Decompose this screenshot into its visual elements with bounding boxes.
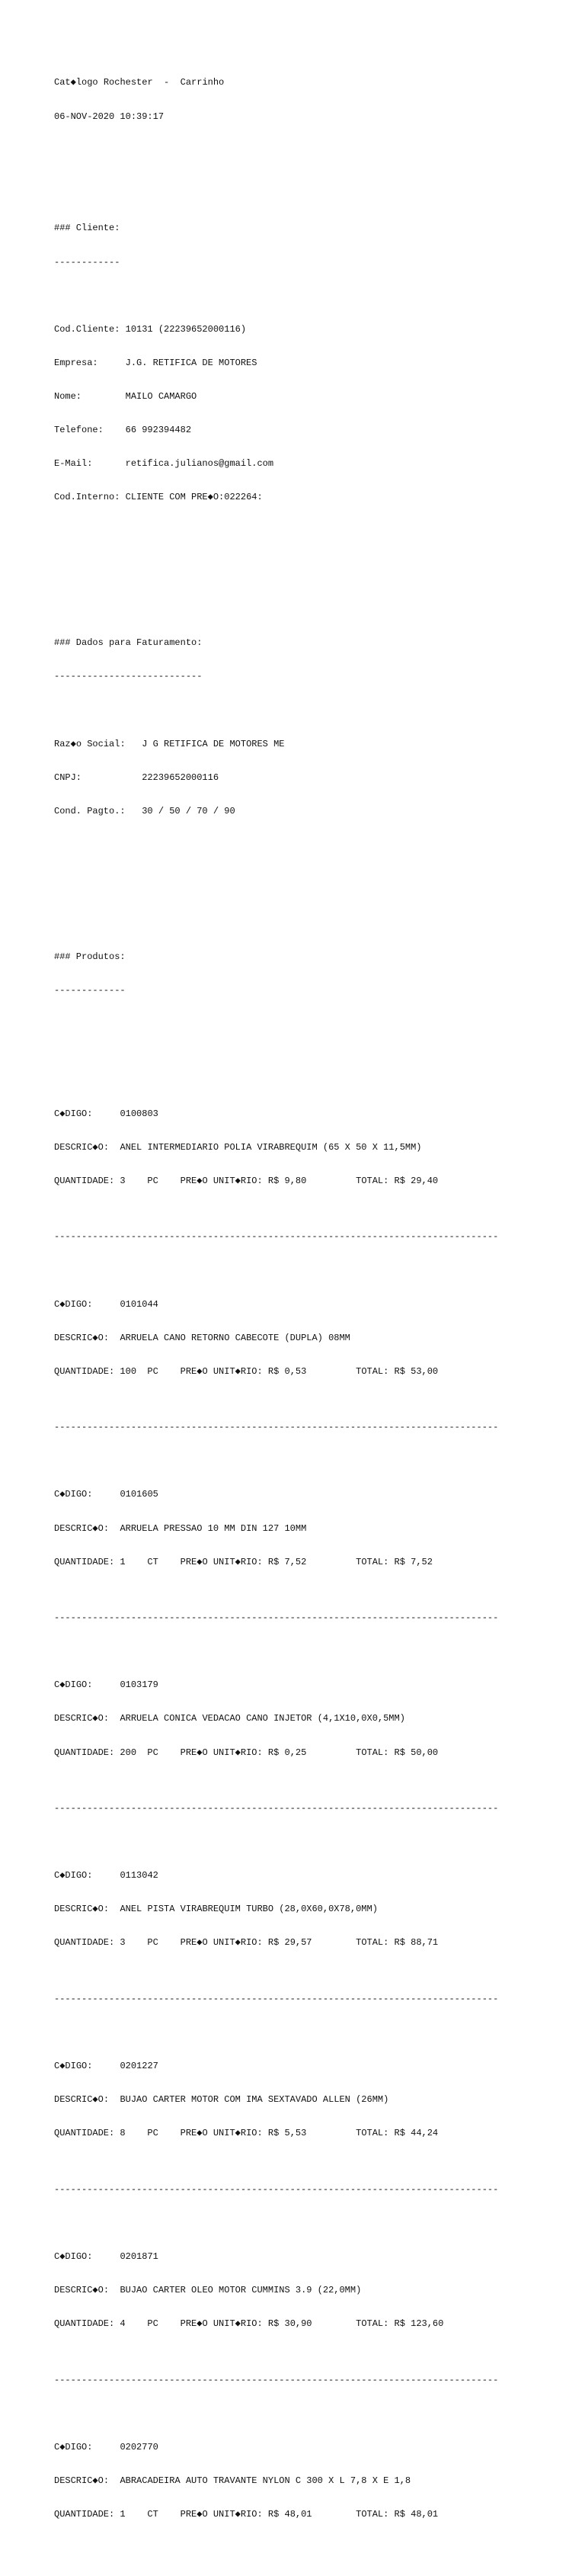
product-quantidade: QUANTIDADE: 1 CT PRE◆O UNIT◆RIO: R$ 48,01 TOTAL: R$ 48,01 — [54, 2509, 439, 2520]
product-codigo: C◆DIGO: 0101605 — [54, 1489, 158, 1500]
product-descricao: DESCRIC◆O: ARRUELA PRESSAO 10 MM DIN 127 10MM — [54, 1522, 307, 1534]
product-quantidade: QUANTIDADE: 3 PC PRE◆O UNIT◆RIO: R$ 9,80 TOTAL: R$ 29,40 — [54, 1175, 439, 1186]
product-descricao: DESCRIC◆O: ABRACADEIRA AUTO TRAVANTE NYLON C 300 X L 7,8 X E 1,8 — [54, 2475, 411, 2486]
produtos-heading: ### Produtos: — [54, 951, 126, 962]
product-quantidade: QUANTIDADE: 8 PC PRE◆O UNIT◆RIO: R$ 5,53 TOTAL: R$ 44,24 — [54, 2128, 439, 2139]
product-item — [54, 2229, 498, 2353]
product-item — [54, 1276, 498, 1400]
product-separator: --------------------------------------------------------------------------------- — [54, 1803, 499, 1814]
product-item — [54, 2039, 498, 2162]
cliente-cod-interno: Cod.Interno: CLIENTE COM PRE◆O:022264: — [54, 492, 263, 503]
product-descricao: DESCRIC◆O: ARRUELA CANO RETORNO CABECOTE (DUPLA) 08MM — [54, 1332, 350, 1343]
product-separator: --------------------------------------------------------------------------------- — [54, 2183, 499, 2195]
product-codigo: C◆DIGO: 0103179 — [54, 1679, 158, 1691]
faturamento-cnpj: CNPJ: 22239652000116 — [54, 772, 219, 783]
faturamento-razao-social: Raz◆o Social: J G RETIFICA DE MOTORES ME — [54, 738, 285, 749]
product-codigo: C◆DIGO: 0101044 — [54, 1298, 158, 1310]
document-page — [54, 55, 498, 2576]
product-descricao: DESCRIC◆O: BUJAO CARTER MOTOR COM IMA SEXTAVADO ALLEN (26MM) — [54, 2094, 389, 2106]
product-descricao: DESCRIC◆O: ANEL PISTA VIRABREQUIM TURBO (28,0X60,0X78,0MM) — [54, 1904, 378, 1915]
product-list — [54, 1063, 498, 2565]
product-codigo: C◆DIGO: 0100803 — [54, 1108, 158, 1119]
product-item — [54, 2419, 498, 2542]
product-quantidade: QUANTIDADE: 3 PC PRE◆O UNIT◆RIO: R$ 29,57 TOTAL: R$ 88,71 — [54, 1937, 439, 1949]
cliente-cod-cliente: Cod.Cliente: 10131 (22239652000116) — [54, 323, 247, 335]
document-title: Cat◆logo Rochester - Carrinho — [54, 77, 225, 88]
product-separator: --------------------------------------------------------------------------------- — [54, 1422, 499, 1433]
document-datetime: 06-NOV-2020 10:39:17 — [54, 111, 165, 122]
cliente-nome: Nome: MAILO CAMARGO — [54, 390, 197, 402]
product-item — [54, 1848, 498, 1971]
product-separator: --------------------------------------------------------------------------------- — [54, 1612, 499, 1624]
product-codigo: C◆DIGO: 0201227 — [54, 2061, 158, 2072]
cliente-telefone: Telefone: 66 992394482 — [54, 425, 192, 436]
product-quantidade: QUANTIDADE: 200 PC PRE◆O UNIT◆RIO: R$ 0,25 TOTAL: R$ 50,00 — [54, 1747, 439, 1758]
cliente-email: E-Mail: retifica.julianos@gmail.com — [54, 458, 274, 470]
product-item — [54, 1467, 498, 1590]
faturamento-cond-pagto: Cond. Pagto.: 30 / 50 / 70 / 90 — [54, 805, 235, 816]
product-item — [54, 1657, 498, 1781]
faturamento-underline: --------------------------- — [54, 671, 203, 682]
produtos-underline: ------------- — [54, 984, 126, 996]
product-separator: --------------------------------------------------------------------------------- — [54, 1231, 499, 1243]
product-quantidade: QUANTIDADE: 4 PC PRE◆O UNIT◆RIO: R$ 30,90 TOTAL: R$ 123,60 — [54, 2318, 444, 2330]
product-descricao: DESCRIC◆O: BUJAO CARTER OLEO MOTOR CUMMINS 3.9 (22,0MM) — [54, 2285, 362, 2296]
product-quantidade: QUANTIDADE: 100 PC PRE◆O UNIT◆RIO: R$ 0,53 TOTAL: R$ 53,00 — [54, 1365, 439, 1377]
product-codigo: C◆DIGO: 0201871 — [54, 2251, 158, 2262]
product-descricao: DESCRIC◆O: ARRUELA CONICA VEDACAO CANO INJETOR (4,1X10,0X0,5MM) — [54, 1713, 405, 1724]
product-codigo: C◆DIGO: 0113042 — [54, 1870, 158, 1881]
cliente-heading: ### Cliente: — [54, 223, 120, 234]
product-item — [54, 1086, 498, 1209]
cliente-empresa: Empresa: J.G. RETIFICA DE MOTORES — [54, 357, 257, 368]
cliente-underline: ------------ — [54, 256, 120, 268]
product-descricao: DESCRIC◆O: ANEL INTERMEDIARIO POLIA VIRABREQUIM (65 X 50 X 11,5MM) — [54, 1141, 422, 1153]
product-separator: --------------------------------------------------------------------------------- — [54, 1993, 499, 2004]
product-separator: --------------------------------------------------------------------------------- — [54, 2374, 499, 2385]
product-quantidade: QUANTIDADE: 1 CT PRE◆O UNIT◆RIO: R$ 7,52 TOTAL: R$ 7,52 — [54, 1556, 433, 1567]
product-codigo: C◆DIGO: 0202770 — [54, 2441, 158, 2452]
faturamento-heading: ### Dados para Faturamento: — [54, 637, 203, 649]
